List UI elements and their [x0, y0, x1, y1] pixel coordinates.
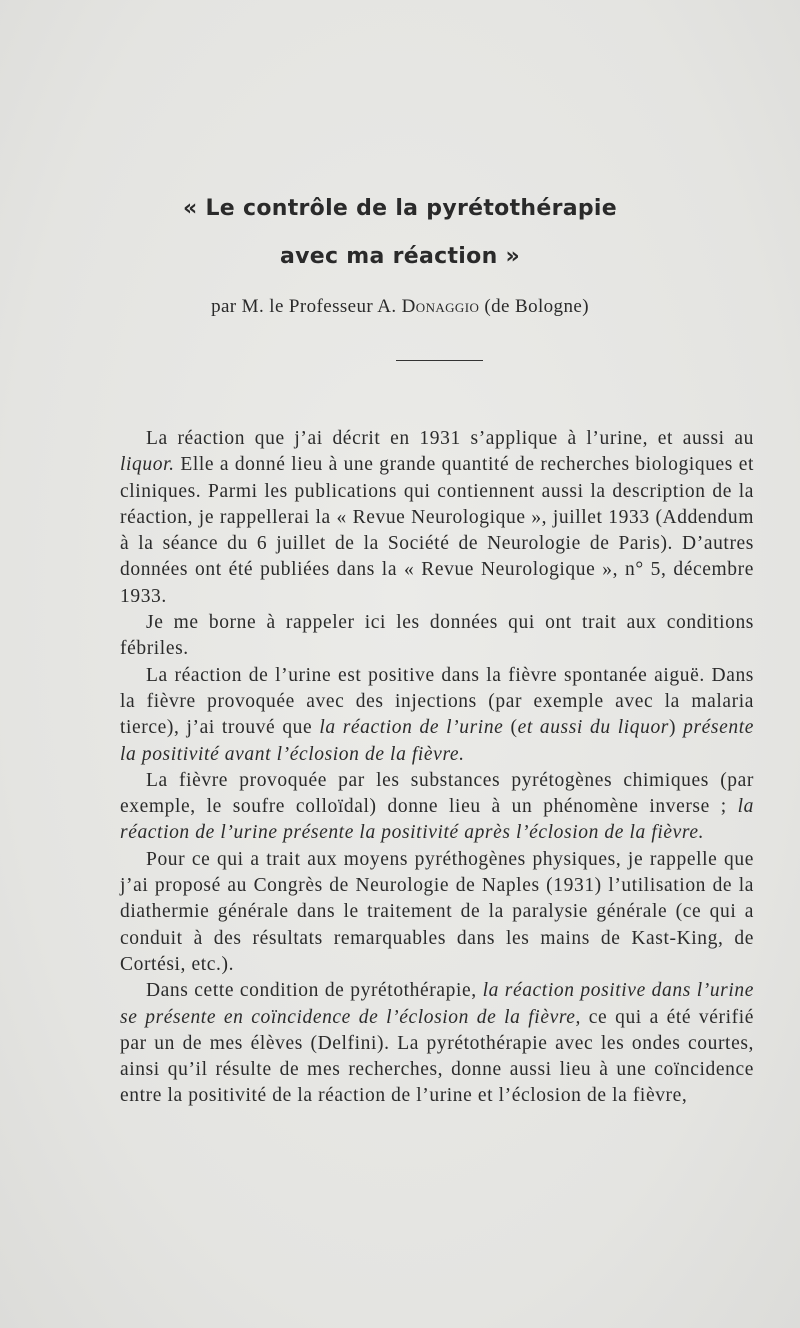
text-run: (: [503, 717, 518, 739]
text-run: La fièvre provoquée par les substances pyrétogènes chimiques (par exemple, le soufre colloïdal) donne lieu à un phénomène inverse ;: [120, 769, 754, 818]
paragraph-3: [120, 663, 754, 768]
text-run: La réaction de l’urine est positive dans la fièvre spontanée aiguë. Dans la fièvre provoquée avec des injections (par exemple avec la malaria tierce), j’ai trouvé que: [120, 664, 754, 739]
article-title-line-2: avec ma réaction »: [280, 244, 520, 269]
byline: [0, 296, 800, 318]
text-run: Elle a donné lieu à une grande quantité de recherches biologiques et cliniques. Parmi les publications qui contiennent aussi la description de la réaction, je rappellerai la « Revue Neurologique », juillet 1933 (Addendum à la séance du 6 juillet de la Société de Neurologie de Paris). D’autres données ont été publiées dans la « Revue Neurologique », n° 5, décembre 1933.: [120, 454, 754, 607]
byline-suffix: (de Bologne): [479, 296, 589, 317]
text-run: La réaction que j’ai décrit en 1931 s’applique à l’urine, et aussi au: [146, 428, 754, 449]
italic-run: présente la positivité avant l’éclosion de la fièvre.: [120, 717, 754, 765]
paragraph-2: [120, 610, 754, 663]
text-run: Dans cette condition de pyrétothérapie,: [146, 980, 483, 1002]
italic-run: la réaction positive dans l’urine se présente en coïncidence de l’éclosion de la fièvre,: [120, 980, 754, 1028]
italic-run: et aussi du liquor: [517, 717, 669, 739]
text-run: ce qui a été vérifié par un de mes élèves (Delfini). La pyrétothérapie avec les ondes courtes, ainsi qu’il résulte de mes recherches, donne aussi lieu à une coïncidence entre la positivité de la réaction de l’urine et l’éclosion de la fièvre,: [120, 1006, 754, 1107]
paragraph-5: [120, 847, 754, 978]
paragraph-1: [120, 426, 754, 610]
paragraph-6: [120, 978, 754, 1109]
byline-prefix: par M. le Professeur A.: [211, 296, 402, 317]
text-run: Je me borne à rappeler ici les données qui ont trait aux conditions fébriles.: [120, 612, 754, 660]
italic-run: la réaction de l’urine: [319, 717, 504, 739]
italic-run: la réaction de l’urine présente la positivité après l’éclosion de la fièvre.: [120, 796, 754, 844]
article-title-line-1: « Le contrôle de la pyrétothérapie: [183, 196, 617, 221]
author-name: Donaggio: [401, 296, 480, 317]
title-divider: [396, 360, 483, 361]
italic-run: liquor.: [120, 454, 175, 476]
article-body: [120, 426, 754, 1110]
text-run: Pour ce qui a trait aux moyens pyréthogènes physiques, je rappelle que j’ai proposé au Congrès de Neurologie de Naples (1931) l’utilisation de la diathermie générale dans le traitement de la paralysie générale (ce qui a conduit à des résultats remarquables dans les mains de Kast-King, de Cortési, etc.).: [120, 848, 754, 975]
paragraph-4: [120, 768, 754, 847]
text-run: ): [668, 717, 684, 739]
